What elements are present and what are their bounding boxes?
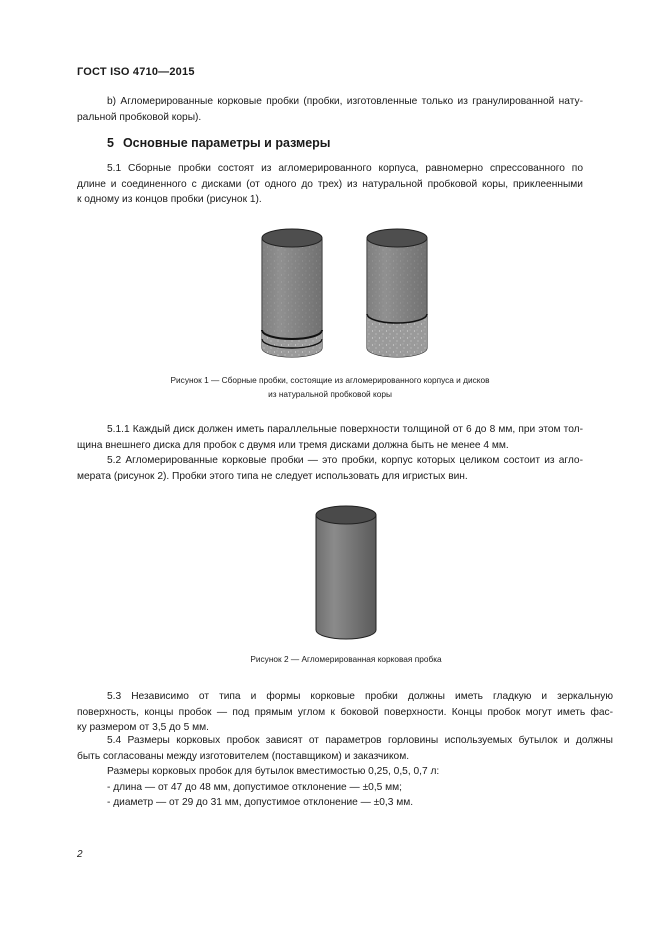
- text-line: ку размером от 3,5 до 5 мм.: [77, 722, 209, 734]
- paragraph-5-4: [77, 733, 613, 811]
- text-line: - длина — от 47 до 48 мм, допустимое отклонение — ±0,5 мм;: [107, 781, 402, 793]
- text-line: 5.4 Размеры корковых пробок зависят от параметров горловины используемых бутылок и должны: [107, 735, 613, 746]
- text-line: b) Агломерированные корковые пробки (пробки, изготовленные только из гранулированной нату-: [107, 96, 583, 107]
- document-code: ГОСТ ISO 4710—2015: [77, 66, 195, 78]
- text-line: - диаметр — от 29 до 31 мм, допустимое отклонение — ±0,3 мм.: [107, 797, 414, 809]
- page-number: 2: [77, 849, 83, 860]
- paragraph-5-3: [77, 689, 613, 736]
- paragraph-5-1-1: [77, 422, 583, 453]
- section-number: 5: [107, 136, 114, 150]
- text-line: мерата (рисунок 2). Пробки этого типа не следует использовать для игристых вин.: [77, 470, 468, 482]
- text-line: Размеры корковых пробок для бутылок вместимостью 0,25, 0,5, 0,7 л:: [107, 766, 440, 778]
- section-title: Основные параметры и размеры: [122, 136, 331, 150]
- text-line: быть согласованы между изготовителем (поставщиком) и заказчиком.: [77, 750, 410, 762]
- caption-line: из натуральной пробковой коры: [268, 388, 392, 399]
- paragraph-5-2: [77, 453, 583, 484]
- text-line: 5.2 Агломерированные корковые пробки — это пробки, корпус которых целиком состоит из агло-: [107, 455, 583, 466]
- text-line: ральной пробковой коры).: [77, 111, 202, 123]
- text-line: длине и соединенного с дисками (от одного до трех) из натуральной пробковой коры, приклеенными: [77, 178, 583, 190]
- stopper-two-disks: [262, 229, 322, 357]
- figure-1-caption: [77, 374, 583, 401]
- text-line: 5.1 Сборные пробки состоят из агломерированного корпуса, равномерно спрессованного по: [107, 163, 583, 174]
- text-line: к одному из концов пробки (рисунок 1).: [77, 194, 262, 206]
- stopper-agglomerated: [316, 506, 376, 639]
- caption-line: Рисунок 1 — Сборные пробки, состоящие из агломерированного корпуса и дисков: [170, 375, 490, 385]
- text-line: щина внешнего диска для пробок с двумя или тремя дисками должна быть не менее 4 мм.: [77, 439, 509, 451]
- text-line: 5.1.1 Каждый диск должен иметь параллельные поверхности толщиной от 6 до 8 мм, при этом тол-: [107, 424, 583, 435]
- text-line: 5.3 Независимо от типа и формы корковые пробки должны иметь гладкую и зеркальную: [107, 691, 613, 702]
- stopper-one-disk: [367, 229, 427, 357]
- figure-2-caption: Рисунок 2 — Агломерированная корковая пробка: [250, 654, 442, 664]
- text-line: поверхность, концы пробок — под прямым углом к боковой поверхности. Концы пробок могут иметь фас-: [77, 706, 613, 718]
